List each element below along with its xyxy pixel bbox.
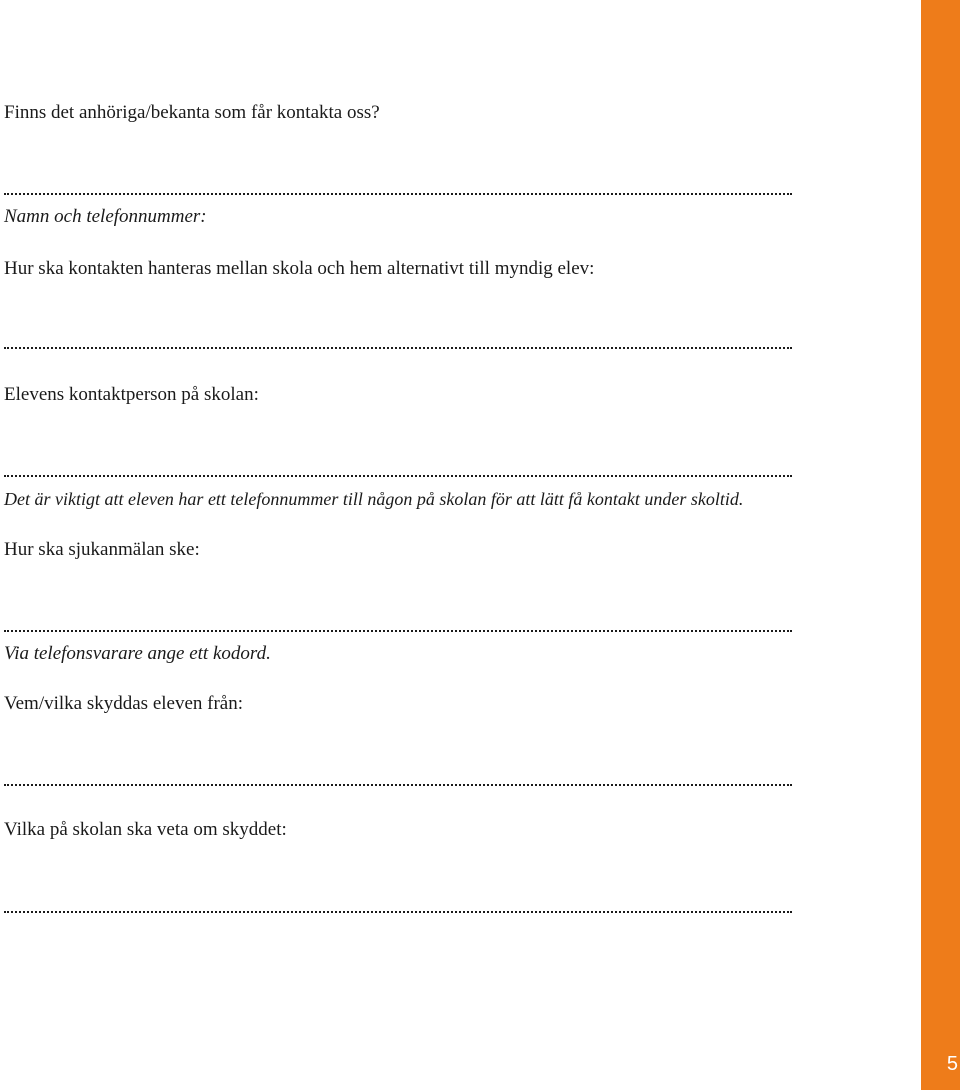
- answer-line-protected-from[interactable]: [4, 784, 792, 786]
- hint-name-phone: Namn och telefonnummer:: [4, 206, 207, 227]
- question-contact-person: Elevens kontaktperson på skolan:: [4, 384, 259, 405]
- orange-sidebar: [921, 0, 960, 1090]
- page-number: 5: [946, 1053, 958, 1075]
- note-phone-importance: Det är viktigt att eleven har ett telefonnummer till någon på skolan för att lätt få kontakt under skoltid.: [4, 489, 744, 509]
- answer-line-contacts[interactable]: [4, 193, 792, 195]
- answer-line-who-knows[interactable]: [4, 911, 792, 913]
- answer-line-contact-person[interactable]: [4, 475, 792, 477]
- question-protected-from: Vem/vilka skyddas eleven från:: [4, 693, 244, 714]
- question-adult-student: Hur ska kontakten hanteras mellan skola och hem alternativt till myndig elev:: [4, 258, 595, 279]
- answer-line-sick-report[interactable]: [4, 630, 792, 632]
- answer-line-adult-student[interactable]: [4, 347, 792, 349]
- question-who-knows: Vilka på skolan ska veta om skyddet:: [4, 819, 287, 840]
- question-sick-report: Hur ska sjukanmälan ske:: [4, 539, 200, 560]
- hint-voicemail: Via telefonsvarare ange ett kodord.: [4, 643, 271, 664]
- question-contacts: Finns det anhöriga/bekanta som får kontakta oss?: [4, 102, 380, 123]
